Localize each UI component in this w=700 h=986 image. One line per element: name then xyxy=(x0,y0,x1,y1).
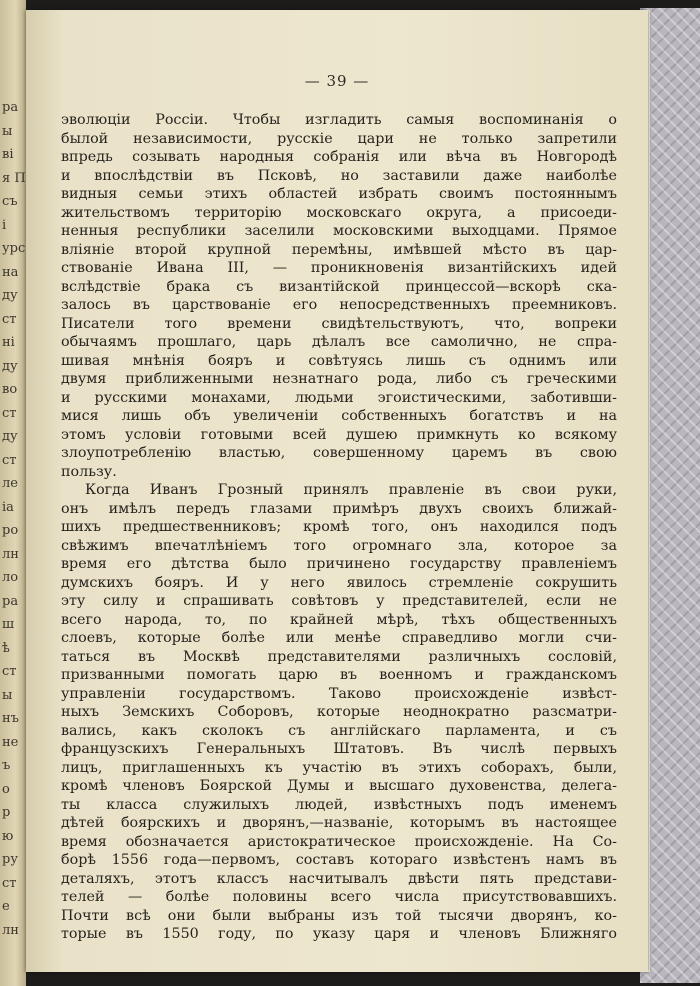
previous-page-fragment: урс xyxy=(2,241,26,256)
previous-page-fragment: съ xyxy=(2,194,18,209)
text-line: лицъ, приглашенныхъ къ участію въ этихъ соборахъ, были, xyxy=(61,759,617,776)
text-line: призванными помогать царю въ военномъ и гражданскомъ xyxy=(61,667,617,683)
previous-page-fragment: ду xyxy=(2,358,18,374)
text-line: таться въ Москвѣ представителями различныхъ сословій, xyxy=(61,648,617,665)
text-line: пользу. xyxy=(61,463,117,480)
previous-page-fragment: ду xyxy=(2,429,18,444)
text-line: и русскими монахами, людьми эгоистическими, заботивши- xyxy=(61,389,617,406)
text-line: слоевъ, которые болѣе или менѣе справедливо могли счи- xyxy=(61,630,617,646)
text-line: видныя семьи этихъ областей избрать своимъ постояннымъ xyxy=(61,186,617,202)
text-line: французскихъ Генеральныхъ Штатовъ. Въ числѣ первыхъ xyxy=(61,741,617,757)
previous-page-edge xyxy=(0,0,26,986)
previous-page-fragment: во xyxy=(2,382,18,397)
text-line: Когда Иванъ Грозный принялъ правленіе въ свои руки, xyxy=(85,482,617,498)
previous-page-fragment: ро xyxy=(2,523,19,538)
text-line: всего народа, то, по крайней мѣрѣ, тѣхъ общественныхъ xyxy=(61,611,617,628)
text-line: думскихъ бояръ. И у него явилось стремленіе сокрушить xyxy=(61,574,617,591)
text-line: дѣтей боярскихъ и дворянъ,—названіе, которымъ въ настоящее xyxy=(61,815,617,831)
previous-page-fragment: лн xyxy=(2,922,19,938)
previous-page-fragment: я П xyxy=(2,170,26,186)
text-line: кромѣ членовъ Боярской Думы и высшаго духовенства, делега- xyxy=(61,778,617,794)
text-line: жительствомъ территорію московскаго округа, а присоеди- xyxy=(61,204,617,221)
text-line: и впослѣдствіи въ Псковѣ, но заставили даже наиболѣе xyxy=(61,167,617,184)
text-line: эволюціи Россіи. Чтобы изгладить самыя воспоминанія о xyxy=(61,112,617,128)
previous-page-fragment: лн xyxy=(2,546,19,562)
text-line: Писатели того времени свидѣтельствуютъ, что, вопреки xyxy=(61,315,617,332)
previous-page-fragment: не xyxy=(2,734,19,750)
previous-page-fragment: ст xyxy=(2,664,17,679)
text-line: вались, какъ сколокъ съ англійскаго парламента, и съ xyxy=(61,722,617,739)
previous-page-fragment: ра xyxy=(2,593,19,609)
previous-page-fragment: ду xyxy=(2,288,18,303)
text-line: ты класса служилыхъ людей, извѣстныхъ подъ именемъ xyxy=(61,796,617,813)
previous-page-fragment: ст xyxy=(2,405,17,421)
text-line: время его дѣтства было причинено государству правленіемъ xyxy=(61,556,617,572)
body-text xyxy=(61,111,617,944)
text-line: ствованіе Ивана III, — проникновенія византійскихъ идей xyxy=(61,260,617,276)
text-line: ныхъ Земскихъ Соборовъ, которые неоднократно разсматри- xyxy=(61,704,617,720)
previous-page-fragment: ю xyxy=(2,828,14,844)
previous-page-fragment: і xyxy=(2,217,7,233)
book-page xyxy=(26,10,648,972)
text-line: мися лишь объ увеличеніи собственныхъ богатствъ и на xyxy=(61,408,617,424)
text-line: обычаямъ прошлаго, царь дѣлалъ все самолично, не спра- xyxy=(61,334,617,350)
previous-page-fragment: ло xyxy=(2,570,19,585)
text-line: двумя приближенными незнатнаго рода, либо съ греческими xyxy=(61,371,617,387)
previous-page-fragment: ы xyxy=(2,687,13,703)
text-line: вліяніе второй крупной перемѣны, имѣвшей мѣсто въ цар- xyxy=(61,241,617,258)
previous-page-fragment: ст xyxy=(2,875,17,891)
previous-page-fragment: ле xyxy=(2,476,18,491)
previous-page-fragment: о xyxy=(2,781,10,797)
text-line: ненныя республики заселили московскими выходцами. Прямое xyxy=(61,223,617,239)
text-line: борѣ 1556 года—первомъ, составъ котораго извѣстенъ намъ въ xyxy=(61,852,617,868)
text-line: Почти всѣ они были выбраны изъ той тысячи дворянъ, ко- xyxy=(61,907,617,924)
text-line: шивая мнѣнія бояръ и совѣтуясь лишь съ однимъ или xyxy=(61,352,617,369)
previous-page-fragment: нъ xyxy=(2,711,19,726)
text-line: этомъ условіи готовыми всей душею примкнуть ко всякому xyxy=(61,426,617,443)
text-line: вслѣдствіе брака съ византійской принцессой—вскорѣ ска- xyxy=(61,278,617,295)
previous-page-fragment: ру xyxy=(2,852,18,867)
text-line: эту силу и спрашивать совѣтовъ у представителей, если не xyxy=(61,593,617,609)
previous-page-fragment: ві xyxy=(2,147,14,162)
text-line: злоупотребленію властью, совершенному царемъ въ свою xyxy=(61,445,617,461)
text-line: торые въ 1550 году, по указу царя и членовъ Ближняго xyxy=(61,926,617,942)
previous-page-fragment: ст xyxy=(2,311,17,327)
previous-page-fragment: на xyxy=(2,264,19,280)
text-line: управленіи государствомъ. Таково происхожденіе извѣст- xyxy=(61,685,617,702)
previous-page-fragment: ъ xyxy=(2,758,11,773)
text-line: свѣжимъ впечатлѣніемъ того огромнаго зла, которое за xyxy=(61,537,617,554)
previous-page-fragment: е xyxy=(2,899,10,914)
previous-page-fragment: ні xyxy=(2,335,15,350)
text-line: залось въ царствованіе его непосредственныхъ преемниковъ. xyxy=(61,297,617,313)
text-line: время обозначается аристократическое происхожденіе. На Со- xyxy=(61,833,617,850)
page-number: — 39 — xyxy=(304,72,370,90)
text-line: деталяхъ, этотъ классъ насчитывалъ двѣсти пять представи- xyxy=(61,870,617,887)
text-line: телей — болѣе половины всего числа присутствовавшихъ. xyxy=(61,889,617,905)
previous-page-fragment: ѣ xyxy=(2,640,10,656)
previous-page-fragment: ра xyxy=(2,100,19,115)
previous-page-fragment: р xyxy=(2,805,11,820)
text-line: шихъ предшественниковъ; кромѣ того, онъ находился подъ xyxy=(61,519,617,535)
previous-page-fragment: ш xyxy=(2,617,15,632)
previous-page-fragment: іа xyxy=(2,499,14,515)
text-line: онъ имѣлъ передъ глазами примѣръ двухъ своихъ ближай- xyxy=(61,500,617,517)
text-line: былой независимости, русскіе цари не только запретили xyxy=(61,130,617,147)
previous-page-fragment: ст xyxy=(2,452,17,468)
text-line: впредь созывать народныя собранія или вѣча въ Новгородѣ xyxy=(61,149,617,165)
previous-page-fragment: ы xyxy=(2,123,13,139)
